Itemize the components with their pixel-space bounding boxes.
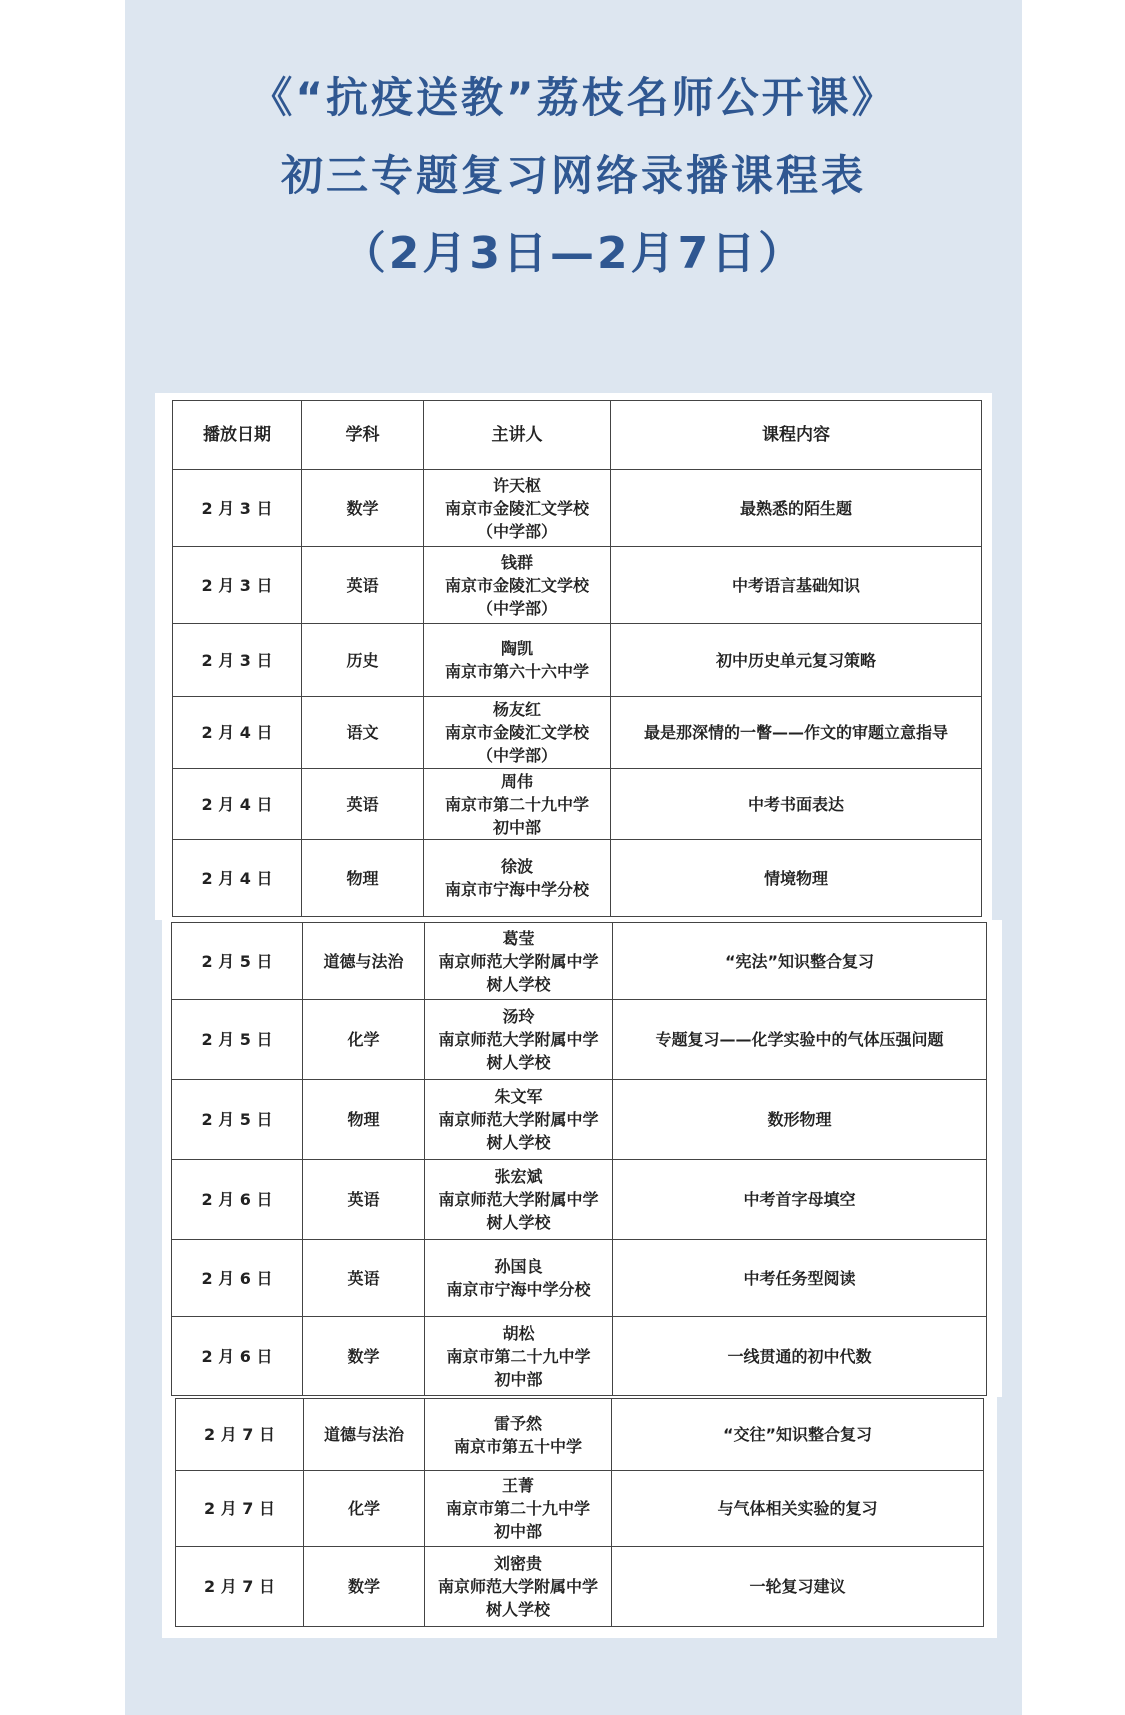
content-cell: 中考书面表达 xyxy=(611,769,982,840)
title-line-3: （2月3日—2月7日） xyxy=(341,228,806,279)
subject-cell: 道德与法治 xyxy=(303,923,425,1000)
teacher-school: 南京市金陵汇文学校 xyxy=(444,723,589,742)
teacher-name: 陶凯 xyxy=(500,639,533,658)
table-row xyxy=(172,1080,987,1160)
teacher-name: 胡松 xyxy=(502,1323,535,1343)
teacher-school: 南京师范大学附属中学 xyxy=(438,951,599,971)
subject-cell: 英语 xyxy=(302,547,424,624)
teacher-school-division: 树人学校 xyxy=(486,1213,551,1232)
date-cell: 2 月 4 日 xyxy=(173,697,302,769)
teacher-school-division: 初中部 xyxy=(492,817,541,837)
header-content: 课程内容 xyxy=(611,401,982,470)
date-cell: 2 月 6 日 xyxy=(172,1160,303,1240)
content-cell: 初中历史单元复习策略 xyxy=(611,624,982,697)
teacher-school: 南京市金陵汇文学校 xyxy=(444,575,589,595)
table-row xyxy=(176,1471,984,1547)
table-row xyxy=(172,1160,987,1240)
teacher-school-division: （中学部） xyxy=(476,746,557,765)
table-row xyxy=(176,1399,984,1471)
subject-cell: 英语 xyxy=(303,1160,425,1240)
teacher-school: 南京师范大学附属中学 xyxy=(438,1190,599,1209)
content-cell: 与气体相关实验的复习 xyxy=(612,1471,984,1547)
teacher-school: 南京市金陵汇文学校 xyxy=(444,498,589,518)
teacher-cell xyxy=(425,1240,613,1317)
teacher-school-division: （中学部） xyxy=(476,521,557,541)
content-cell: 专题复习——化学实验中的气体压强问题 xyxy=(613,1000,987,1080)
header-subject: 学科 xyxy=(302,401,424,470)
teacher-name: 葛莹 xyxy=(502,928,535,948)
table-row xyxy=(173,470,982,547)
table-row xyxy=(172,1240,987,1317)
date-cell: 2 月 6 日 xyxy=(172,1317,303,1396)
teacher-school: 南京市宁海中学分校 xyxy=(446,1280,591,1299)
teacher-cell xyxy=(425,923,613,1000)
teacher-name: 孙国良 xyxy=(494,1257,543,1276)
teacher-cell xyxy=(425,1080,613,1160)
date-cell: 2 月 4 日 xyxy=(173,769,302,840)
teacher-cell xyxy=(425,1399,612,1471)
teacher-school: 南京市第二十九中学 xyxy=(446,1346,591,1366)
teacher-school-division: 初中部 xyxy=(493,1522,542,1541)
teacher-name: 雷予然 xyxy=(493,1413,542,1433)
teacher-cell xyxy=(425,1317,613,1396)
teacher-cell xyxy=(425,1547,612,1627)
date-cell: 2 月 5 日 xyxy=(172,923,303,1000)
table-header-row xyxy=(173,401,982,470)
subject-cell: 英语 xyxy=(303,1240,425,1317)
title-line-1: 《“抗疫送教”荔枝名师公开课》 xyxy=(250,73,897,122)
page-title xyxy=(125,72,1022,280)
teacher-name: 许天枢 xyxy=(492,475,541,495)
content-cell: 一轮复习建议 xyxy=(612,1547,984,1627)
subject-cell: 数学 xyxy=(303,1317,425,1396)
subject-cell: 历史 xyxy=(302,624,424,697)
teacher-school: 南京师范大学附属中学 xyxy=(437,1577,598,1596)
date-cell: 2 月 7 日 xyxy=(176,1547,304,1627)
header-date: 播放日期 xyxy=(173,401,302,470)
teacher-school-division: 树人学校 xyxy=(486,974,551,994)
subject-cell: 语文 xyxy=(302,697,424,769)
schedule-table-part-1 xyxy=(172,400,982,917)
teacher-name: 周伟 xyxy=(500,771,533,791)
table-row xyxy=(173,840,982,917)
subject-cell: 道德与法治 xyxy=(304,1399,425,1471)
subject-cell: 物理 xyxy=(303,1080,425,1160)
content-cell: 数形物理 xyxy=(613,1080,987,1160)
date-cell: 2 月 7 日 xyxy=(176,1471,304,1547)
teacher-name: 张宏斌 xyxy=(494,1167,543,1186)
content-cell: 一线贯通的初中代数 xyxy=(613,1317,987,1396)
teacher-school: 南京师范大学附属中学 xyxy=(438,1030,599,1049)
content-cell: “宪法”知识整合复习 xyxy=(613,923,987,1000)
subject-cell: 化学 xyxy=(304,1471,425,1547)
teacher-school-division: 树人学校 xyxy=(485,1600,550,1619)
content-cell: 中考首字母填空 xyxy=(613,1160,987,1240)
teacher-cell xyxy=(425,1000,613,1080)
teacher-school: 南京市宁海中学分校 xyxy=(444,880,589,899)
content-cell: 中考任务型阅读 xyxy=(613,1240,987,1317)
teacher-school: 南京师范大学附属中学 xyxy=(438,1110,599,1129)
content-cell: 最是那深情的一瞥——作文的审题立意指导 xyxy=(611,697,982,769)
date-cell: 2 月 3 日 xyxy=(173,547,302,624)
content-cell: 最熟悉的陌生题 xyxy=(611,470,982,547)
teacher-name: 杨友红 xyxy=(492,700,541,719)
date-cell: 2 月 3 日 xyxy=(173,470,302,547)
title-line-2: 初三专题复习网络录播课程表 xyxy=(280,151,866,200)
subject-cell: 化学 xyxy=(303,1000,425,1080)
content-cell: “交往”知识整合复习 xyxy=(612,1399,984,1471)
date-cell: 2 月 5 日 xyxy=(172,1000,303,1080)
teacher-cell xyxy=(425,1471,612,1547)
date-cell: 2 月 6 日 xyxy=(172,1240,303,1317)
teacher-school-division: （中学部） xyxy=(476,598,557,618)
schedule-table-part-3 xyxy=(175,1398,984,1627)
table-row xyxy=(172,1317,987,1396)
teacher-cell xyxy=(424,840,611,917)
subject-cell: 英语 xyxy=(302,769,424,840)
table-row xyxy=(173,697,982,769)
teacher-cell xyxy=(424,769,611,840)
table-row xyxy=(172,923,987,1000)
teacher-school: 南京市第六十六中学 xyxy=(444,662,589,681)
table-row xyxy=(173,547,982,624)
teacher-school: 南京市第五十中学 xyxy=(453,1436,582,1456)
teacher-school-division: 树人学校 xyxy=(486,1053,551,1072)
teacher-cell xyxy=(425,1160,613,1240)
teacher-name: 徐波 xyxy=(500,857,533,876)
teacher-name: 汤玲 xyxy=(502,1007,535,1026)
teacher-school-division: 树人学校 xyxy=(486,1133,551,1152)
teacher-cell xyxy=(424,624,611,697)
teacher-school: 南京市第二十九中学 xyxy=(445,1499,590,1518)
teacher-name: 朱文军 xyxy=(494,1087,543,1106)
content-cell: 中考语言基础知识 xyxy=(611,547,982,624)
table-row xyxy=(173,769,982,840)
teacher-school-division: 初中部 xyxy=(494,1369,543,1389)
teacher-school: 南京市第二十九中学 xyxy=(444,794,589,814)
table-row xyxy=(172,1000,987,1080)
teacher-cell xyxy=(424,547,611,624)
header-teacher: 主讲人 xyxy=(424,401,611,470)
subject-cell: 数学 xyxy=(304,1547,425,1627)
teacher-name: 刘密贵 xyxy=(493,1554,542,1573)
date-cell: 2 月 4 日 xyxy=(173,840,302,917)
date-cell: 2 月 7 日 xyxy=(176,1399,304,1471)
teacher-name: 钱群 xyxy=(500,552,533,572)
teacher-name: 王菁 xyxy=(501,1476,534,1495)
table-row xyxy=(173,624,982,697)
content-cell: 情境物理 xyxy=(611,840,982,917)
teacher-cell xyxy=(424,470,611,547)
table-row xyxy=(176,1547,984,1627)
subject-cell: 数学 xyxy=(302,470,424,547)
subject-cell: 物理 xyxy=(302,840,424,917)
date-cell: 2 月 3 日 xyxy=(173,624,302,697)
date-cell: 2 月 5 日 xyxy=(172,1080,303,1160)
schedule-table-part-2 xyxy=(171,922,987,1396)
teacher-cell xyxy=(424,697,611,769)
